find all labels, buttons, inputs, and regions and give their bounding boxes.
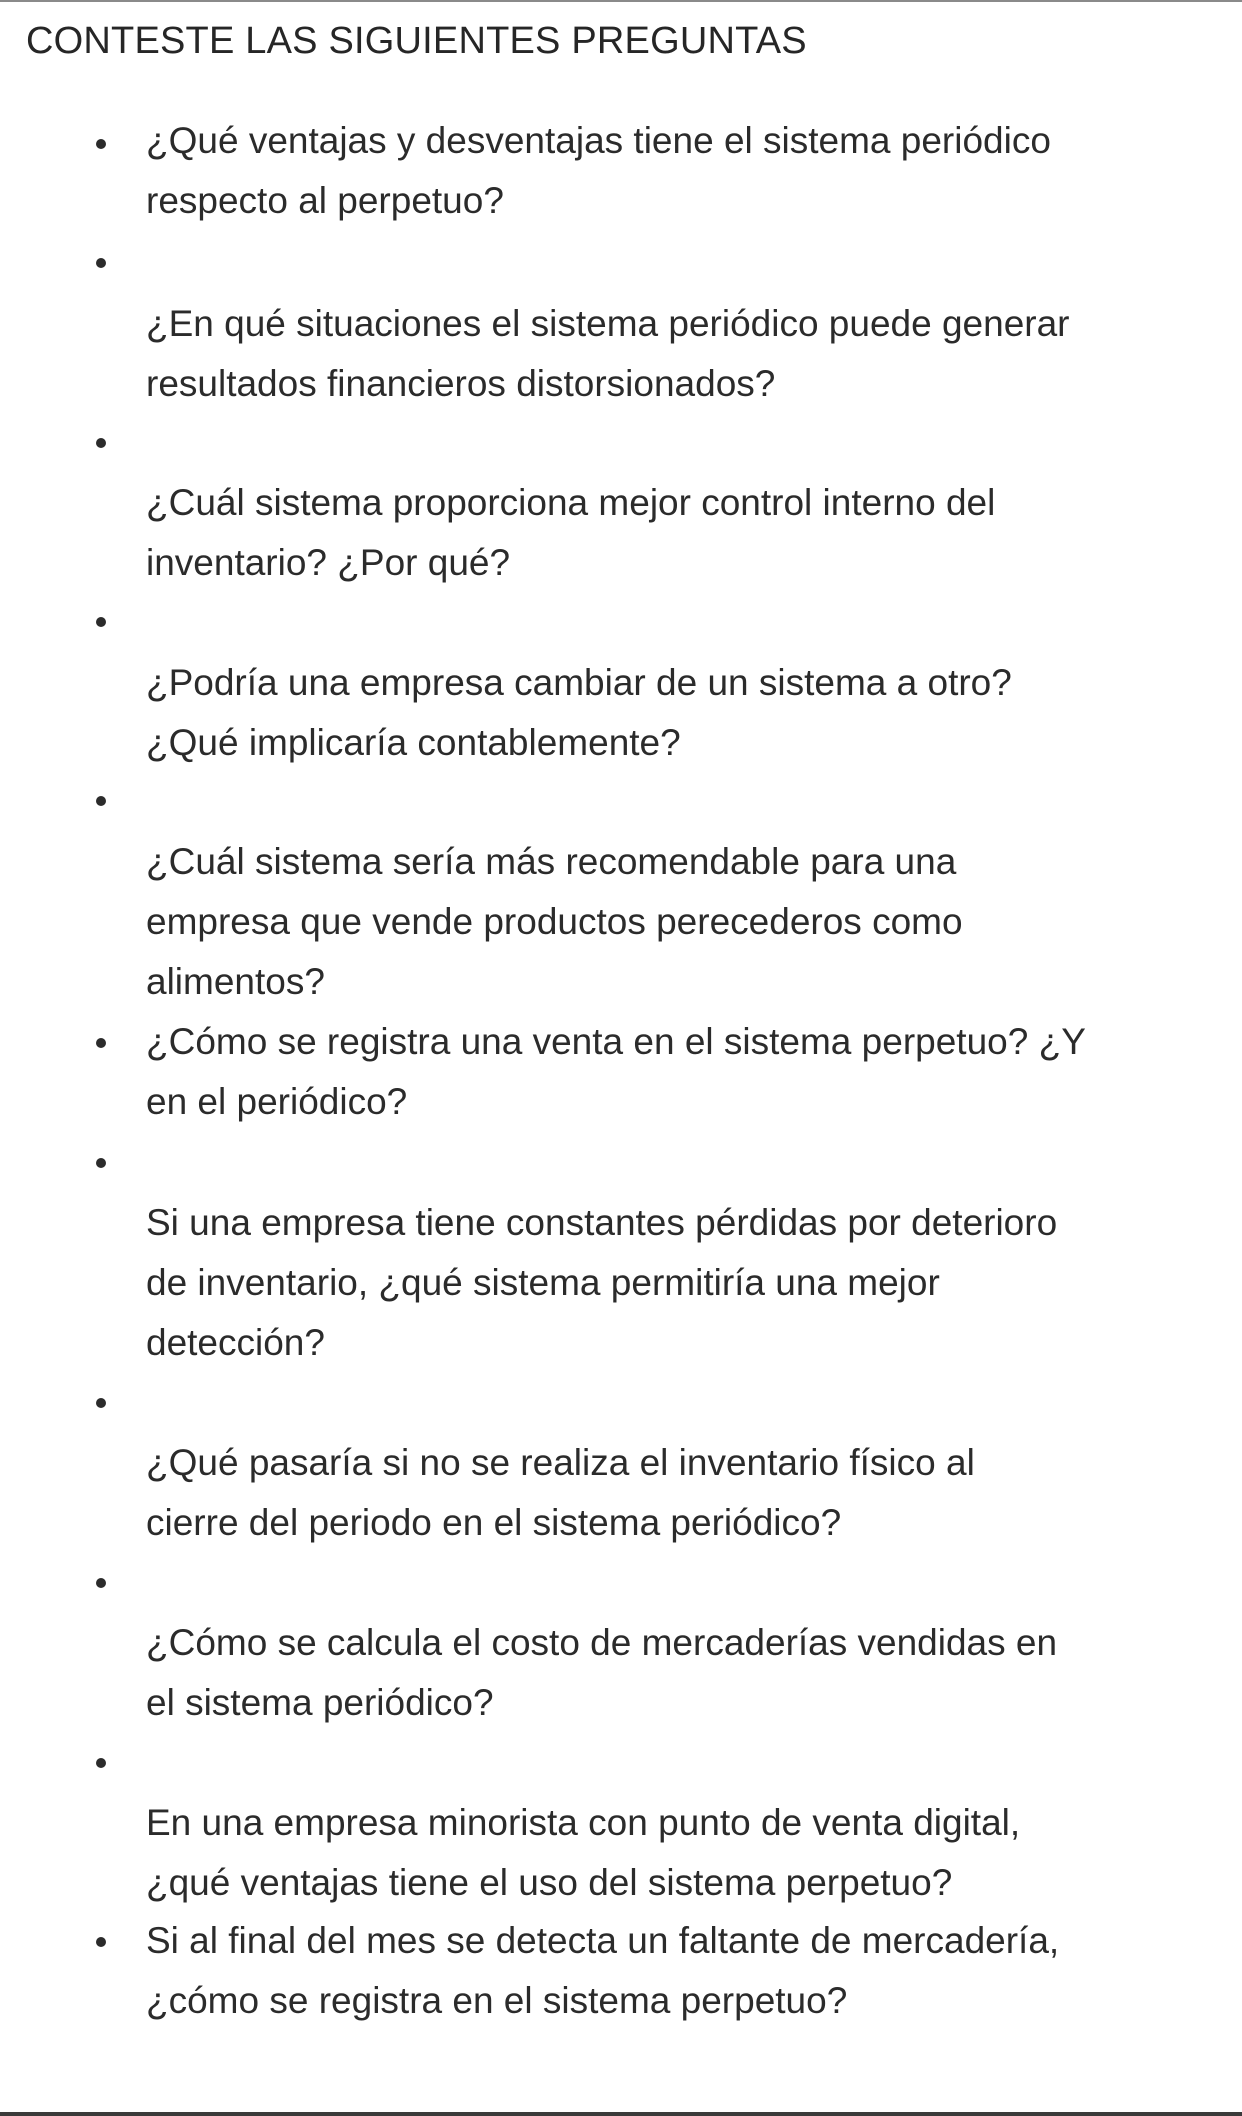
bullet-icon (96, 796, 106, 806)
question-text: ¿Cómo se calcula el costo de mercaderías vendidas en el sistema periódico? (146, 1622, 1058, 1723)
question-text: ¿Cómo se registra una venta en el sistema perpetuo? ¿Y en el periódico? (146, 1021, 1086, 1122)
top-divider (0, 0, 1242, 2)
question-text: ¿Qué pasaría si no se realiza el inventario físico al cierre del periodo en el sistema periódico? (146, 1442, 975, 1543)
question-text: ¿Cuál sistema sería más recomendable para una empresa que vende productos perecederos como alimentos? (146, 841, 963, 1002)
question-text: ¿En qué situaciones el sistema periódico puede generar resultados financieros distorsionados? (146, 303, 1070, 404)
bottom-divider (0, 2112, 1242, 2116)
question-text: Si al final del mes se detecta un faltante de mercadería, ¿cómo se registra en el sistema perpetuo? (146, 1920, 1060, 2021)
bullet-icon (96, 438, 106, 448)
question-text: ¿Cuál sistema proporciona mejor control interno del inventario? ¿Por qué? (146, 482, 996, 583)
bullet-icon (96, 1937, 106, 1947)
bullet-icon (96, 1398, 106, 1408)
question-text: Si una empresa tiene constantes pérdidas por deterioro de inventario, ¿qué sistema permitiría una mejor detección? (146, 1202, 1058, 1363)
bullet-icon (96, 1758, 106, 1768)
question-text: ¿Podría una empresa cambiar de un sistema a otro? ¿Qué implicaría contablemente? (146, 662, 1012, 763)
page-title: CONTESTE LAS SIGUIENTES PREGUNTAS (26, 20, 807, 62)
question-text: En una empresa minorista con punto de venta digital, ¿qué ventajas tiene el uso del sistema perpetuo? (146, 1802, 1021, 1903)
bullet-icon (96, 1578, 106, 1588)
bullet-icon (96, 1158, 106, 1168)
bullet-icon (96, 139, 106, 149)
question-text: ¿Qué ventajas y desventajas tiene el sistema periódico respecto al perpetuo? (146, 120, 1051, 221)
bullet-icon (96, 1038, 106, 1048)
bullet-icon (96, 617, 106, 627)
bullet-icon (96, 258, 106, 268)
